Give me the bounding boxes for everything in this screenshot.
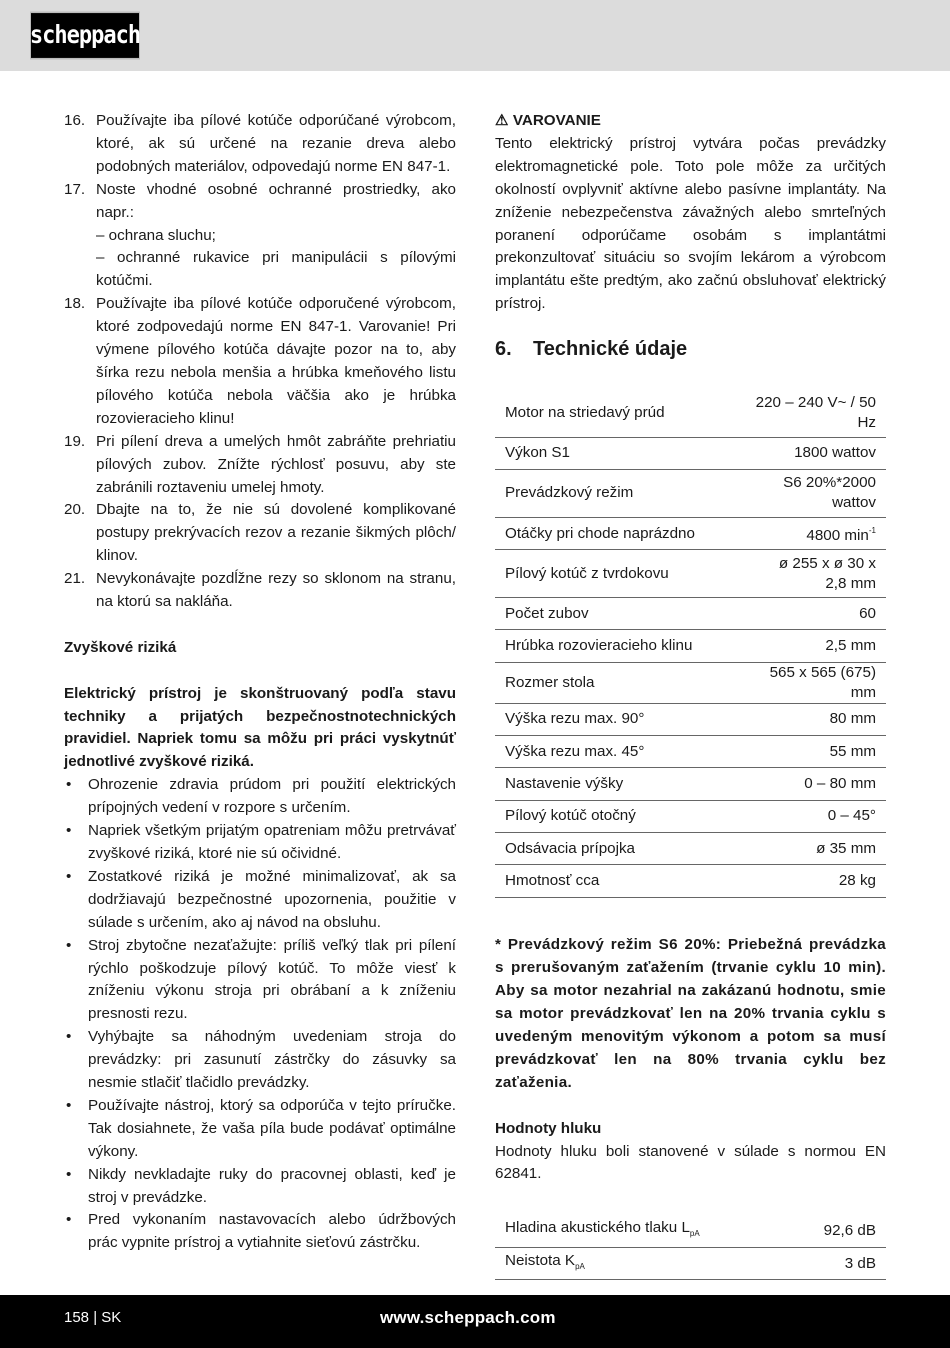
bullet-icon: • <box>66 776 72 794</box>
table-row <box>495 469 886 517</box>
spec-value: ø 35 mm <box>736 832 886 864</box>
table-row <box>495 598 886 630</box>
item-number: 19. <box>64 432 86 450</box>
bullet-text: Stroj zbytočne nezaťažujte: príliš veľký tlak pri pílení rýchlo poškodzuje pílový kotúč. To môže viesť k zníženiu výkonu stroja pri obrábaní a k zníženiu presnosti rezu. <box>88 936 456 1023</box>
spec-label: Výška rezu max. 45° <box>495 736 736 768</box>
superscript: -1 <box>868 526 876 535</box>
table-row <box>495 736 886 768</box>
sub-item-gloves: – ochranné rukavice pri manipulácii s pílovými kotúčmi. <box>96 249 456 290</box>
list-item-19 <box>64 431 456 500</box>
warning-triangle-icon: ⚠ <box>495 112 509 129</box>
table-row <box>495 630 886 662</box>
list-item-20 <box>64 499 456 568</box>
residual-risks-intro: Elektrický prístroj je skonštruovaný podľa stavu techniky a prijatých bezpečnostnotechnických pravidiel. Napriek tomu sa môžu pri práci vyskytnúť jednotlivé zvyškové riziká. <box>64 684 456 771</box>
bullet-icon: • <box>66 1028 72 1046</box>
spec-value: 2,5 mm <box>736 630 886 662</box>
item-text: Používajte iba pílové kotúče odporučené výrobcom, ktoré zodpovedajú norme EN 847-1. Varovanie! Pri výmene pílového kotúča dávajte pozor na to, aby šírka rezu nebola menšia a hrúbka kmeňového listu pílového kotúča nebola väčšia ako je hrúbka rozovieracieho klinu! <box>96 295 456 427</box>
noise-label <box>495 1215 787 1247</box>
table-row <box>495 865 886 897</box>
residual-risks-heading: Zvyškové riziká <box>64 638 177 656</box>
subscript: pA <box>689 1229 700 1239</box>
spec-label: Výška rezu max. 90° <box>495 703 736 735</box>
spec-value: 55 mm <box>736 736 886 768</box>
bullet-text: Zostatkové riziká je možné minimalizovať, ak sa dodržiavajú bezpečnostné upozornenia, použitie v súlade s určením, ako aj návod na obsluhu. <box>88 867 456 931</box>
table-row <box>495 550 886 598</box>
warning-text: Tento elektrický prístroj vytvára počas prevádzky elektromagnetické pole. Toto pole môže za určitých okolností ovplyvniť aktívne alebo pasívne implantáty. Na zníženie nebezpečenstva závažných alebo smrteľných poranení odporúčame osobám s implantátmi prekonzultovať situáciu so svojím lekárom a výrobcom implantátu ešte predtým, ako začnú obsluhovať elektrický prístroj. <box>495 134 886 313</box>
bullet-item <box>64 1095 456 1164</box>
bullet-text: Používajte nástroj, ktorý sa odporúča v tejto príručke. Tak dosiahnete, že vaša píla bude podávať optimálne výkony. <box>88 1096 456 1160</box>
bullet-icon: • <box>66 1096 72 1114</box>
item-text: Nevykonávajte pozdĺžne rezy so sklonom na stranu, na ktorú sa nakláňa. <box>96 570 456 611</box>
scheppach-logo: scheppach <box>30 12 140 59</box>
warning-heading <box>495 110 886 133</box>
bullet-text: Ohrozenie zdravia prúdom pri použití elektrických prípojných vedení v rozpore s určením. <box>88 776 456 817</box>
noise-heading: Hodnoty hluku <box>495 1119 602 1137</box>
separator: | <box>93 1309 98 1326</box>
list-item-18 <box>64 293 456 430</box>
spec-value <box>736 517 886 549</box>
spec-value: 0 – 80 mm <box>736 768 886 800</box>
noise-label-text: Hladina akustického tlaku L <box>505 1219 690 1237</box>
item-number: 20. <box>64 501 86 519</box>
language-code: SK <box>101 1309 122 1326</box>
noise-value: 92,6 dB <box>787 1215 886 1247</box>
item-text: Pri pílení dreva a umelých hmôt zabráňte prehriatiu pílových zubov. Znížte rýchlosť posuvu, aby ste zabránili roztaveniu umelej hmoty. <box>96 432 456 496</box>
operating-mode-footnote: * Prevádzkový režim S6 20%: Priebežná prevádzka s prerušovaným zaťažením (trvanie cyklu 10 min). Aby sa motor nezahrial na zakázanú hodnotu, smie sa motor prevádzkovať len na 20% trvania cyklu s uvedeným menovitým výkonom a potom sa musí prevádzkovať len na 80% trvania cyklu bez zaťaženia. <box>495 936 886 1091</box>
bullet-item <box>64 1164 456 1210</box>
section-title: Technické údaje <box>533 338 688 361</box>
noise-text: Hodnoty hluku boli stanovené v súlade s normou EN 62841. <box>495 1142 886 1183</box>
noise-label <box>495 1248 787 1280</box>
list-item-16 <box>64 110 456 179</box>
noise-value: 3 dB <box>787 1248 886 1280</box>
list-item-21 <box>64 568 456 614</box>
spec-label: Pílový kotúč otočný <box>495 800 736 832</box>
bullet-text: Vyhýbajte sa náhodným uvedeniam stroja do prevádzky: pri zasunutí zástrčky do zásuvky sa nesmie stlačiť tlačidlo prevádzky. <box>88 1028 456 1092</box>
left-column <box>64 110 456 1255</box>
bullet-icon: • <box>66 1211 72 1229</box>
table-row <box>495 437 886 469</box>
bullet-icon: • <box>66 822 72 840</box>
right-column <box>495 110 886 1280</box>
spec-value: 1800 wattov <box>736 437 886 469</box>
bullet-item <box>64 866 456 935</box>
spec-value: 60 <box>736 598 886 630</box>
bullet-icon: • <box>66 867 72 885</box>
table-row <box>495 832 886 864</box>
bullet-icon: • <box>66 936 72 954</box>
bullet-text: Napriek všetkým prijatým opatreniam môžu pretrvávať zvyškové riziká, ktoré nie sú očividné. <box>88 822 456 862</box>
spec-label: Výkon S1 <box>495 437 736 469</box>
item-text: Noste vhodné osobné ochranné prostriedky, ako napr.: <box>96 180 456 221</box>
table-row <box>495 768 886 800</box>
spec-label: Nastavenie výšky <box>495 768 736 800</box>
item-number: 18. <box>64 295 86 313</box>
bullet-item <box>64 1209 456 1255</box>
table-row <box>495 1248 886 1280</box>
spec-value: S6 20%*2000 wattov <box>736 469 886 517</box>
item-text: Dbajte na to, že nie sú dovolené komplikované postupy prekrývacích rezov a rezanie šikmých plôch/ klinov. <box>96 501 456 565</box>
spec-label: Prevádzkový režim <box>495 469 736 517</box>
list-item-17 <box>64 179 456 225</box>
section-heading <box>495 338 886 361</box>
bullet-icon: • <box>66 1165 72 1183</box>
page-number <box>64 1309 121 1326</box>
spec-value: 220 – 240 V~ / 50 Hz <box>736 389 886 437</box>
website-link[interactable]: www.scheppach.com <box>380 1308 556 1327</box>
spec-label: Počet zubov <box>495 598 736 630</box>
bullet-text: Nikdy nevkladajte ruky do pracovnej oblasti, keď je stroj v prevádzke. <box>88 1165 456 1206</box>
bullet-item <box>64 820 456 866</box>
table-row <box>495 662 886 703</box>
table-row <box>495 517 886 549</box>
spec-value-text: 4800 min <box>806 527 869 544</box>
bullet-item <box>64 774 456 820</box>
tech-specs-table <box>495 389 886 897</box>
spec-label: Hrúbka rozovieracieho klinu <box>495 630 736 662</box>
spec-label: Pílový kotúč z tvrdokovu <box>495 550 736 598</box>
table-row <box>495 800 886 832</box>
spec-value: 0 – 45° <box>736 800 886 832</box>
subscript: pA <box>575 1261 585 1271</box>
spec-label: Odsávacia prípojka <box>495 832 736 864</box>
item-number: 16. <box>64 112 86 129</box>
noise-table <box>495 1215 886 1280</box>
spec-value: ø 255 x ø 30 x 2,8 mm <box>736 550 886 598</box>
page-num: 158 <box>64 1309 90 1326</box>
spec-label: Motor na striedavý prúd <box>495 389 736 437</box>
table-row <box>495 389 886 437</box>
page-footer <box>0 1295 950 1348</box>
item-number: 21. <box>64 570 86 588</box>
section-number: 6. <box>495 338 512 361</box>
bullet-item <box>64 935 456 1027</box>
sub-item-hearing: – ochrana sluchu; <box>96 226 216 244</box>
noise-label-text: Neistota K <box>505 1251 576 1269</box>
warning-title: VAROVANIE <box>512 112 601 129</box>
spec-value: 28 kg <box>736 865 886 897</box>
page-header <box>0 0 950 71</box>
spec-value: 80 mm <box>736 703 886 735</box>
spec-label: Otáčky pri chode naprázdno <box>495 517 736 549</box>
bullet-item <box>64 1026 456 1095</box>
table-row <box>495 703 886 735</box>
spec-value: 565 x 565 (675) mm <box>736 662 886 703</box>
bullet-text: Pred vykonaním nastavovacích alebo údržbových prác vypnite prístroj a vytiahnite sieťovú zástrčku. <box>88 1211 456 1252</box>
item-text: Používajte iba pílové kotúče odporúčané výrobcom, ktoré, ak sú určené na rezanie dreva alebo podobných materiálov, odpovedajú norme EN 847-1. <box>96 112 456 175</box>
item-number: 17. <box>64 180 86 198</box>
spec-label: Rozmer stola <box>495 662 736 703</box>
table-row <box>495 1215 886 1247</box>
spec-label: Hmotnosť cca <box>495 865 736 897</box>
